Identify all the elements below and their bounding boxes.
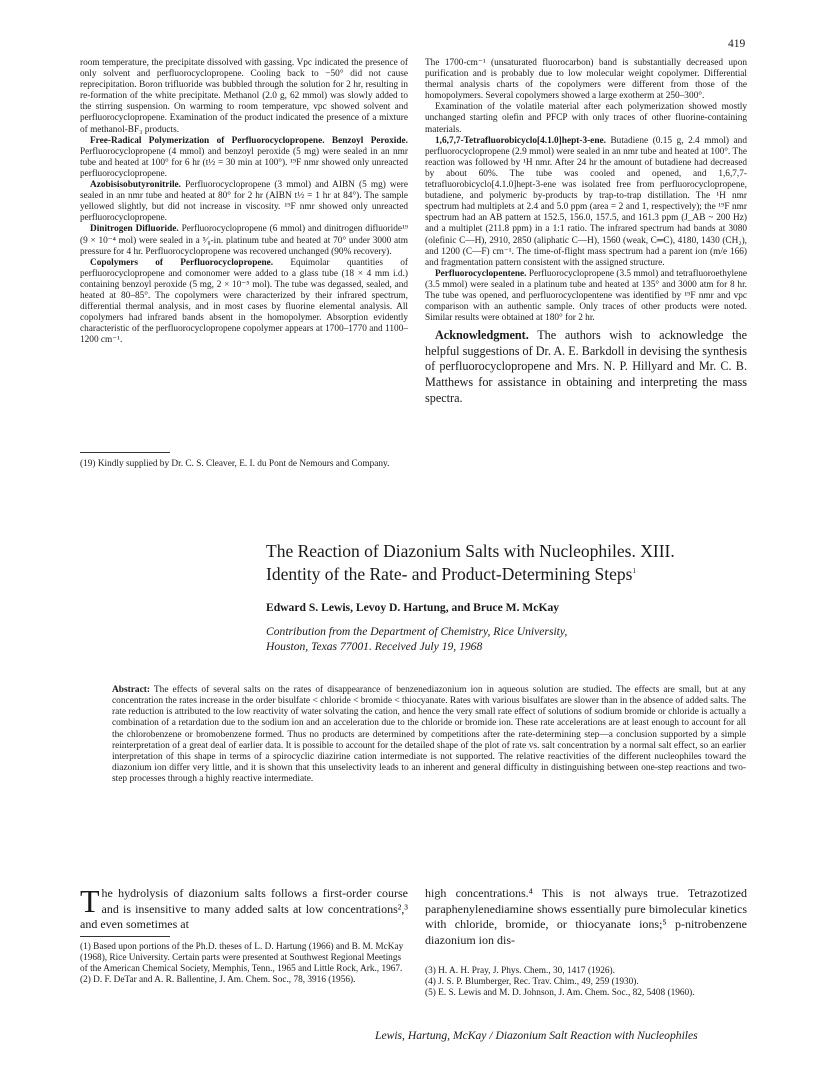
abstract-text: The effects of several salts on the rates of disappearance of benzenediazonium ion in aqueous solution are studied. The effects are small, but at any concentration the rates increase in the order bisulfate < chloride < bromide < thiocyanate. Rates with various bisulfates are slower than in the absence of added salts. The rate reduction is attributed to the low reactivity of water solvating the cation, and hence the very small rate effect of solutions of sodium bromide or chloride is actually a combination of a retardation due to the sodium ion and an acceleration due to the chloride or bromide ion. These rate accelerations are at least enough to account for all the chlorobenzene or bromobenzene formed. Thus no products are determined by competitions after the rate-determining step—a conclusion supported by a simple reinterpretation of a great deal of earlier data. It is possible to account for the detailed shape of the plot of rate vs. salt concentration by a normal salt effect, so an earlier interpretation of this shape in terms of a spirocyclic diazirine cation intermediate is not supported. The relative reactivities of the different nucleophiles toward the diazonium ion differ very little, and it is shown that this unselectivity leads to an inherent and general difficulty in distinguishing between one-step reactions and two-step processes through a highly reactive intermediate. xyxy=(112,685,746,785)
paragraph xyxy=(80,224,408,257)
paragraph xyxy=(80,136,408,180)
section-heading: 1,6,7,7-Tetrafluorobicyclo[4.1.0]hept-3-ene. xyxy=(435,135,606,146)
acknowledgment-heading: Acknowledgment. xyxy=(435,328,529,343)
drop-cap: T xyxy=(80,883,100,919)
page-number: 419 xyxy=(728,38,746,50)
section-heading: Free-Radical Polymerization of Perfluorocyclopropene. Benzoyl Peroxide. xyxy=(90,135,408,146)
section-heading: Azobisisobutyronitrile. xyxy=(90,180,181,191)
affiliation-line: Houston, Texas 77001. Received July 19, 1968 xyxy=(266,639,483,653)
footnote-divider xyxy=(80,936,170,937)
affiliation-line: Contribution from the Department of Chemistry, Rice University, xyxy=(266,625,568,638)
paragraph-text: Perfluorocyclopropene (6 mmol) and dinitrogen difluoride¹⁹ (9 × 10⁻⁴ mol) were sealed in a ⁵⁄₈-in. platinum tube and heated at 70° under 3000 atm pressure for 4 hr. Perfluorocyclopropene was recovered unchanged (90% recovery). xyxy=(80,224,408,257)
acknowledgment xyxy=(425,328,747,406)
paragraph xyxy=(80,258,408,347)
paragraph: The 1700-cm⁻¹ (unsaturated fluorocarbon) band is substantially decreased upon purification and is probably due to low molecular weight copolymer. Differential thermal analysis charts of the copolymers were different from those of the homopolymers. Several copolymers showed a large exotherm at 250–300°. xyxy=(425,58,747,102)
paragraph: room temperature, the precipitate dissolved with gassing. Vpc indicated the presence of only solvent and perfluorocyclopropene. Cooling back to −50° did not cause reprecipitation. Boron trifluoride was bubbled through the solution for 2 hr, resulting in re-formation of the white precipitate. Methanol (2.0 g, 62 mmol) was slowly added to the stirring suspension. On warming to room temperature, vpc showed solvent and perfluorocyclopropene. Examination of the product indicated the presence of a mixture of methanol-BF₃ products. xyxy=(80,58,408,135)
left-column-experimental xyxy=(80,58,408,346)
footnote: (5) E. S. Lewis and M. D. Johnson, J. Am. Chem. Soc., 82, 5408 (1960). xyxy=(425,988,695,999)
running-footer: Lewis, Hartung, McKay / Diazonium Salt Reaction with Nucleophiles xyxy=(375,1029,698,1042)
body-left-column xyxy=(80,883,408,933)
abstract-heading: Abstract: xyxy=(112,685,151,695)
intro-text: he hydrolysis of diazonium salts follows a first-order course and is insensitive to many added salts at low concentrations²,³ and even sometimes at xyxy=(80,886,408,932)
abstract xyxy=(112,685,746,785)
paragraph-text: Butadiene (0.15 g, 2.4 mmol) and perfluorocyclopropene (2.9 mmol) were sealed in an nmr tube and heated at 100°. The reaction was followed by ¹H nmr. After 24 hr the amount of butadiene had decreased by about 60%. The tube was cooled and opened, and 1,6,7,7-tetrafluorobicyclo[4.1.0]hept-3-ene was isolated free from perfluorocyclopropene, butadiene, and polymeric by-products by trap-to-trap distillation. The ¹H nmr spectrum had multiplets at 2.4 and 5.0 ppm (area = 2 and 1, respectively); the ¹⁹F nmr spectrum had an AB pattern at 152.5, 156.0, 157.5, and 161.3 ppm (J_AB ~ 200 Hz) and a multiplet (211.8 ppm) in a 1:1 ratio. The infrared spectrum had bands at 3080 (olefinic C—H), 2910, 2850 (aliphatic C—H), 1560 (weak, C═C), 4180, 1430 (CH₂), and 1200 (C—F) cm⁻¹. The time-of-flight mass spectrum had a parent ion (m/e 166) and fragmentation pattern consistent with the assigned structure. xyxy=(425,135,747,268)
title-footnote-marker: 1 xyxy=(632,567,636,576)
article-authors: Edward S. Lewis, Levoy D. Hartung, and Bruce M. McKay xyxy=(266,601,560,614)
paragraph-text: Perfluorocyclopropene (3 mmol) and AIBN (5 mg) were sealed in an nmr tube and heated at 80° for 2 hr (AIBN t½ = 1 hr at 84°). The sample yellowed slightly, but did not increase in viscosity. ¹⁹F nmr showed only unreacted perfluorocyclopropene. xyxy=(80,180,408,224)
title-text: Identity of the Rate- and Product-Determining Steps xyxy=(266,564,633,584)
footnote-divider xyxy=(80,452,170,453)
footnotes-left xyxy=(80,942,408,986)
title-line: The Reaction of Diazonium Salts with Nucleophiles. XIII. xyxy=(266,541,675,561)
paragraph-text: Perfluorocyclopropene (4 mmol) and benzoyl peroxide (5 mg) were sealed in an nmr tube and heated at 100° for 6 hr (t½ = 30 min at 100°). ¹⁹F nmr showed only unreacted perfluorocyclopropene. xyxy=(80,146,408,179)
section-heading: Perfluorocyclopentene. xyxy=(435,268,527,279)
paragraph-text: Perfluorocyclopropene (3.5 mmol) and tetrafluoroethylene (3.5 mmol) were sealed in a platinum tube and heated at 135° and 3000 atm for 8 hr. The tube was opened, and perfluorocyclopentene was identified by ¹⁹F nmr and vpc comparison with an authentic sample. Only traces of other products were noted. Similar results were obtained at 180° for 2 hr. xyxy=(425,268,747,324)
title-line xyxy=(266,563,746,586)
footnotes-right xyxy=(425,966,747,999)
section-heading: Dinitrogen Difluoride. xyxy=(90,224,179,235)
acknowledgment-text: The authors wish to acknowledge the helpful suggestions of Dr. A. E. Barkdoll in devising the synthesis of perfluorocyclopropene and Mrs. N. P. Hillyard and Mr. C. B. Matthews for assistance in obtaining and interpreting the mass spectra. xyxy=(425,328,747,405)
footnote: (4) J. S. P. Blumberger, Rec. Trav. Chim., 49, 259 (1930). xyxy=(425,977,639,988)
article-affiliation xyxy=(266,625,726,654)
footnote: (2) D. F. DeTar and A. R. Ballentine, J. Am. Chem. Soc., 78, 3916 (1956). xyxy=(80,975,356,986)
paragraph xyxy=(425,136,747,269)
footnote: (3) H. A. H. Pray, J. Phys. Chem., 30, 1417 (1926). xyxy=(425,966,615,976)
body-right-column xyxy=(425,886,747,948)
intro-paragraph-continued: high concentrations.⁴ This is not always true. Tetrazotized paraphenylenediamine shows essentially pure bimolecular kinetics with chloride, bromide, or thiocyanate ions;⁵ p-nitrobenzene diazonium ion dis- xyxy=(425,886,747,947)
paragraph-text: Equimolar quantities of perfluorocyclopropene and comonomer were added to a glass tube (18 × 4 mm i.d.) containing benzoyl peroxide (5 mg, 2 × 10⁻⁵ mol). The tube was degassed, sealed, and heated at 80–85°. The copolymers were characterized by their infrared spectrum, differential thermal analysis, and in most cases by fluorine elemental analysis. All copolymers had infrared bands absent in the homopolymer. Absorption evidently characteristic of the perfluorocyclopropene copolymer appears at 1700–1770 and 1100–1200 cm⁻¹. xyxy=(80,257,408,346)
article-title xyxy=(266,540,746,586)
footnote: (1) Based upon portions of the Ph.D. theses of L. D. Hartung (1966) and B. M. McKay (1968), Rice University. Certain parts were presented at Southwest Regional Meetings of the American Chemical Society, Memphis, Tenn., 1965 and Little Rock, Ark., 1967. xyxy=(80,942,404,975)
right-column-experimental xyxy=(425,58,747,406)
paragraph: Examination of the volatile material after each polymerization showed mostly unchanged starting olefin and PFCP with only traces of other fluorine-containing materials. xyxy=(425,102,747,135)
paragraph xyxy=(425,269,747,324)
footnote-19: (19) Kindly supplied by Dr. C. S. Cleaver, E. I. du Pont de Nemours and Company. xyxy=(80,459,390,469)
paragraph xyxy=(80,180,408,224)
intro-paragraph xyxy=(80,883,408,933)
section-heading: Copolymers of Perfluorocyclopropene. xyxy=(90,257,274,268)
